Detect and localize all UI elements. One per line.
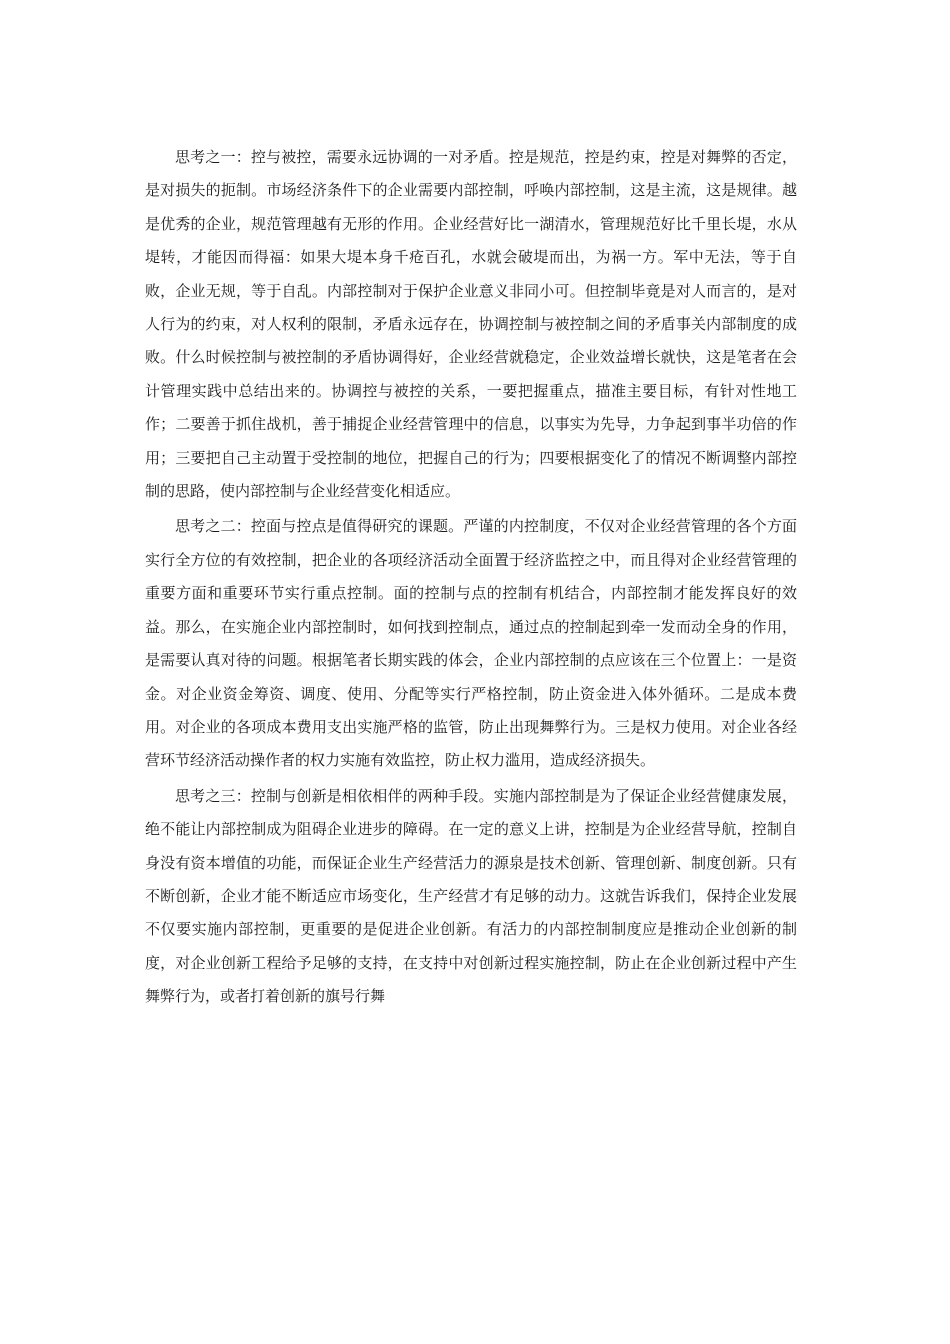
paragraph-thought-one: 思考之一：控与被控，需要永远协调的一对矛盾。控是规范，控是约束，控是对舞弊的否定，是对损失的扼制。市场经济条件下的企业需要内部控制，呼唤内部控制，这是主流，这是规律。越是优秀的企业，规范管理越有无形的作用。企业经营好比一湖清水，管理规范好比千里长堤，水从堤转，才能因而得福：如果大堤本身千疮百孔，水就会破堤而出，为祸一方。军中无法，等于自败，企业无规，等于自乱。内部控制对于保护企业意义非同小可。但控制毕竟是对人而言的，是对人行为的约束，对人权利的限制，矛盾永远存在，协调控制与被控制之间的矛盾事关内部制度的成败。什么时候控制与被控制的矛盾协调得好，企业经营就稳定，企业效益增长就快，这是笔者在会计管理实践中总结出来的。协调控与被控的关系，一要把握重点，描准主要目标，有针对性地工作；二要善于抓住战机，善于捕捉企业经营管理中的信息，以事实为先导，力争起到事半功倍的作用；三要把自己主动置于受控制的地位，把握自己的行为；四要根据变化了的情况不断调整内部控制的思路，使内部控制与企业经营变化相适应。: [145, 148, 797, 501]
paragraph-thought-three: 思考之三：控制与创新是相依相伴的两种手段。实施内部控制是为了保证企业经营健康发展，绝不能让内部控制成为阻碍企业进步的障碍。在一定的意义上讲，控制是为企业经营导航，控制自身没有资本增值的功能，而保证企业生产经营活力的源泉是技术创新、管理创新、制度创新。只有不断创新，企业才能不断适应市场变化，生产经营才有足够的动力。这就告诉我们，保持企业发展不仅要实施内部控制，更重要的是促进企业创新。有活力的内部控制制度应是推动企业创新的制度，对企业创新工程给予足够的支持，在支持中对创新过程实施控制，防止在企业创新过程中产生舞弊行为，或者打着创新的旗号行舞: [145, 786, 797, 1006]
paragraph-thought-two: 思考之二：控面与控点是值得研究的课题。严谨的内控制度，不仅对企业经营管理的各个方面实行全方位的有效控制，把企业的各项经济活动全面置于经济监控之中，而且得对企业经营管理的重要方面和重要环节实行重点控制。面的控制与点的控制有机结合，内部控制才能发挥良好的效益。那么，在实施企业内部控制时，如何找到控制点，通过点的控制起到牵一发而动全身的作用，是需要认真对待的问题。根据笔者长期实践的体会，企业内部控制的点应该在三个位置上：一是资金。对企业资金筹资、调度、使用、分配等实行严格控制，防止资金进入体外循环。二是成本费用。对企业的各项成本费用支出实施严格的监管，防止出现舞弊行为。三是权力使用。对企业各经营环节经济活动操作者的权力实施有效监控，防止权力滥用，造成经济损失。: [145, 517, 797, 770]
document-page: [145, 141, 797, 1014]
